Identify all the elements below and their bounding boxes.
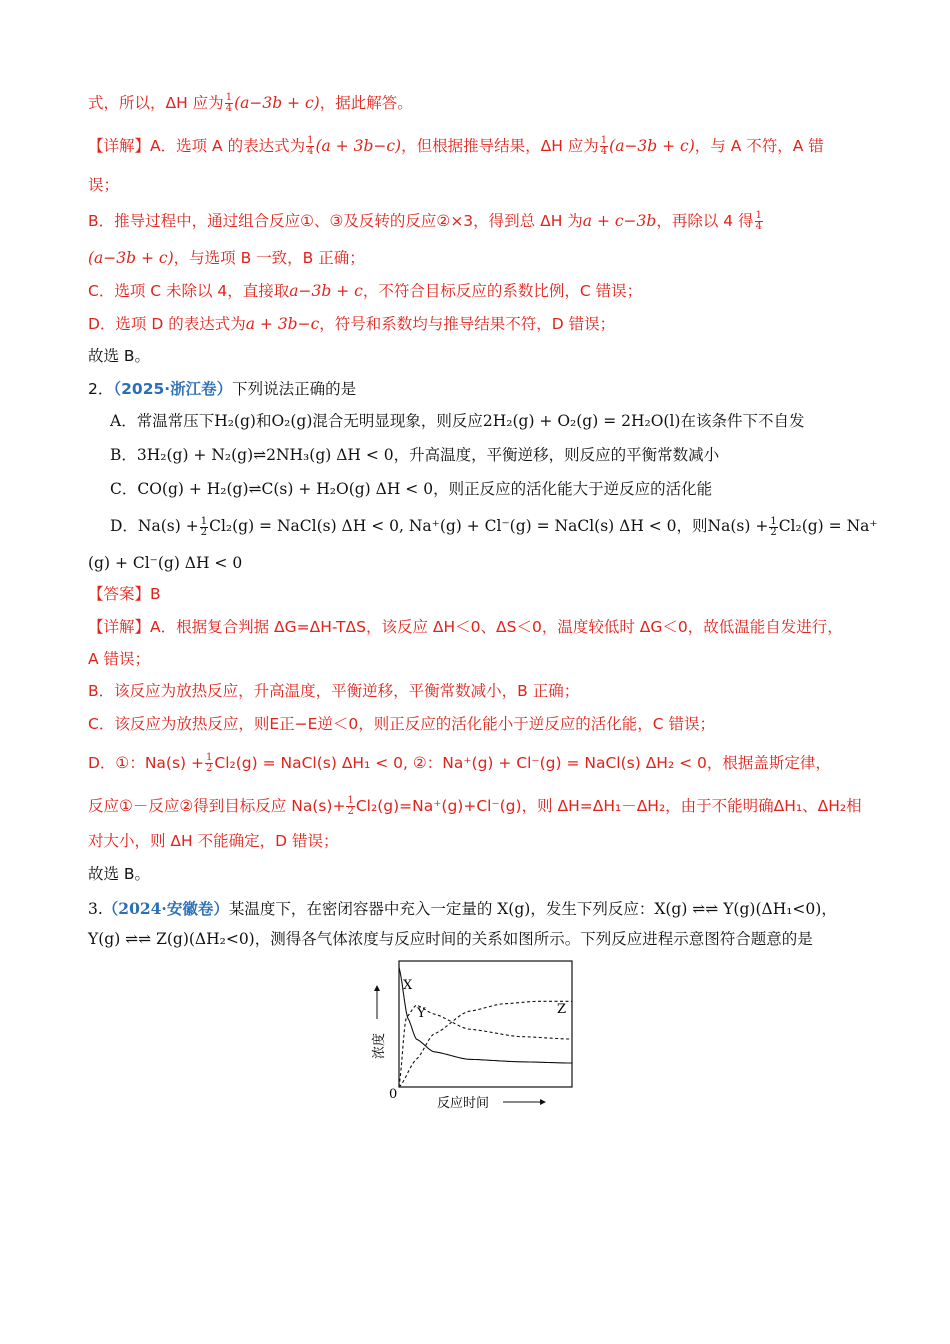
x-axis-label: 反应时间 bbox=[437, 1096, 490, 1111]
series-label-y: Y bbox=[417, 1006, 426, 1021]
concentration-time-graph bbox=[355, 955, 585, 1115]
option-a: A．常温常压下H₂(g)和O₂(g)混合无明显现象，则反应2H₂(g) + O₂(g) = 2H₂O(l)在该条件下不自发 bbox=[110, 412, 805, 430]
x-axis-arrow-head bbox=[540, 1099, 546, 1105]
text-line: 故选 B。 bbox=[88, 347, 151, 365]
explanation-line: B．该反应为放热反应，升高温度，平衡逆移，平衡常数减小，B 正确； bbox=[88, 682, 580, 700]
text-line: 故选 B。 bbox=[88, 865, 151, 883]
option-b: B．3H₂(g) + N₂(g)⇌2NH₃(g) ΔH < 0，升高温度，平衡逆移，则反应的平衡常数减小 bbox=[110, 446, 720, 464]
text-line: D．选项 D 的表达式为a + 3b−c，符号和系数均与推导结果不符，D 错误； bbox=[88, 315, 616, 333]
option-c: C．CO(g) + H₂(g)⇌C(s) + H₂O(g) ΔH < 0，则正反应的活化能大于逆反应的活化能 bbox=[110, 480, 713, 498]
option-d: D．Na(s) + $\frac{1}{2}$ Cl₂(g) = NaCl(s) ΔH < 0, Na⁺(g) + Cl⁻(g) = NaCl(s) ΔH < 0，则Na(s) + $\frac{1}{2}$ Cl₂(g) = Na⁺ bbox=[110, 515, 878, 538]
explanation-line: 【详解】A．根据复合判据 ΔG=ΔH-TΔS，该反应 ΔH＜0、ΔS＜0，温度较低时 ΔG＜0，故低温能自发进行， bbox=[88, 618, 843, 636]
question-2-stem: 2．（2025·浙江卷）下列说法正确的是 bbox=[88, 380, 357, 398]
text-line: B．推导过程中，通过组合反应①、③及反转的反应②×3，得到总 ΔH 为a + c−3b，再除以 4 得 $\frac{1}{4}$ bbox=[88, 210, 762, 232]
text-line: (a−3b + c)，与选项 B 一致，B 正确； bbox=[88, 249, 365, 267]
plot-frame bbox=[399, 961, 572, 1087]
text-line: 式，所以，ΔH 应为 $\frac{1}{4}$ (a−3b + c)，据此解答。 bbox=[88, 92, 413, 114]
text-line: 【详解】A．选项 A 的表达式为 $\frac{1}{4}$ (a + 3b−c)，但根据推导结果，ΔH 应为 $\frac{1}{4}$ (a−3b + c)，与 A 不符，A 错 bbox=[88, 135, 824, 157]
explanation-line: A 错误； bbox=[88, 650, 151, 668]
origin-label: 0 bbox=[389, 1087, 398, 1102]
text-line: 误； bbox=[88, 176, 120, 194]
option-d-cont: (g) + Cl⁻(g) ΔH < 0 bbox=[88, 554, 243, 572]
y-axis-arrow-head bbox=[374, 985, 380, 991]
answer: 【答案】B bbox=[88, 585, 161, 603]
explanation-line: 反应①－反应②得到目标反应 Na(s)+ $\frac{1}{2}$ Cl₂(g)=Na⁺(g)+Cl⁻(g)，则 ΔH=ΔH₁－ΔH₂，由于不能明确ΔH₁、ΔH₂相 bbox=[88, 795, 862, 817]
question-3-stem: 3.（2024·安徽卷）某温度下，在密闭容器中充入一定量的 X(g)，发生下列反应：X(g) ⇌⇌ Y(g)(ΔH₁<0)， bbox=[88, 899, 837, 918]
text-line: C．选项 C 未除以 4，直接取a−3b + c，不符合目标反应的系数比例，C 错误； bbox=[88, 282, 643, 300]
explanation-line: D．①：Na(s) + $\frac{1}{2}$ Cl₂(g) = NaCl(s) ΔH₁ < 0, ②：Na⁺(g) + Cl⁻(g) = NaCl(s) ΔH₂ < 0，根据盖斯定律， bbox=[88, 752, 831, 774]
explanation-line: C．该反应为放热反应，则E正−E逆＜0，则正反应的活化能小于逆反应的活化能，C 错误； bbox=[88, 715, 716, 733]
series-label-z: Z bbox=[557, 1002, 567, 1017]
series-label-x: X bbox=[403, 978, 413, 993]
explanation-line: 对大小，则 ΔH 不能确定，D 错误； bbox=[88, 832, 339, 850]
y-axis-label: 浓度 bbox=[372, 1032, 387, 1059]
question-3-stem-cont: Y(g) ⇌⇌ Z(g)(ΔH₂<0)，测得各气体浓度与反应时间的关系如图所示。下列反应进程示意图符合题意的是 bbox=[88, 930, 813, 948]
